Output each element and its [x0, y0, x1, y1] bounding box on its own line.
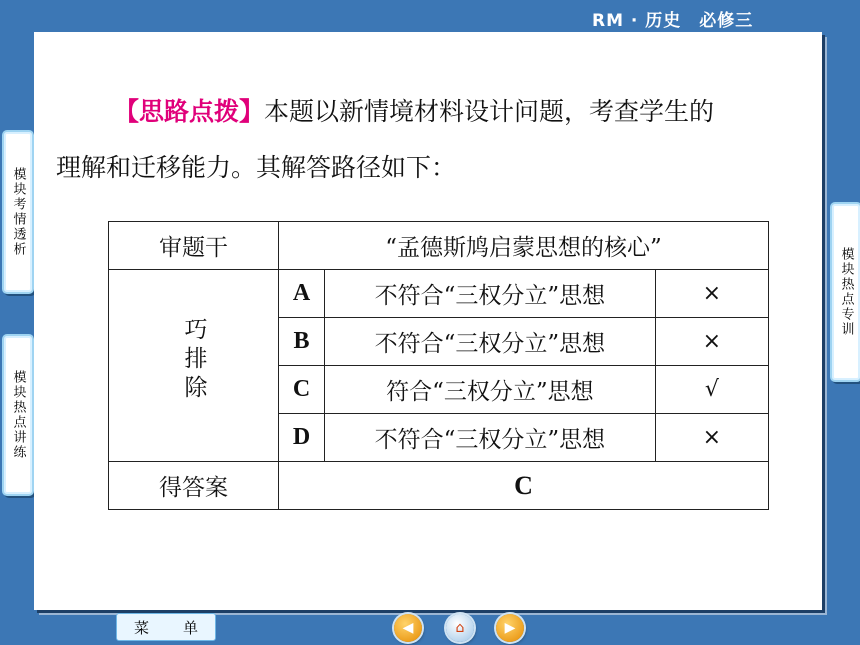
option-letter: B: [279, 318, 325, 366]
hint-label: 【思路点拨】: [114, 97, 265, 126]
option-text: 不符合“三权分立”思想: [325, 270, 656, 318]
table-row: [109, 222, 769, 270]
option-text: 符合“三权分立”思想: [325, 366, 656, 414]
intro-line-2: 理解和迁移能力。其解答路径如下：: [56, 153, 457, 182]
option-text: 不符合“三权分立”思想: [325, 318, 656, 366]
option-letter: C: [279, 366, 325, 414]
side-tab-label: 模块热点讲练: [10, 370, 26, 460]
menu-button[interactable]: [116, 613, 216, 641]
exclude-label: 巧排除: [180, 317, 207, 404]
side-tab-label: 模块热点专训: [838, 247, 854, 337]
answer-value: C: [279, 462, 769, 510]
next-icon[interactable]: ▶: [496, 614, 524, 642]
prev-icon[interactable]: ◀: [394, 614, 422, 642]
option-text: 不符合“三权分立”思想: [325, 414, 656, 462]
table-row: [109, 270, 769, 318]
home-icon[interactable]: ⌂: [446, 614, 474, 642]
intro-text: [56, 84, 806, 196]
option-mark: ×: [655, 270, 768, 318]
intro-line-1-text: 本题以新情境材料设计问题，考查学生的: [264, 97, 715, 126]
course-label: RM · 历史 必修三: [592, 11, 754, 31]
row-label-answer: 得答案: [109, 462, 279, 510]
row-label-read-question: 审题干: [109, 222, 279, 270]
question-focus: “孟德斯鸠启蒙思想的核心”: [279, 222, 769, 270]
option-mark: ×: [655, 318, 768, 366]
side-tab-module-hotspot-lecture[interactable]: [2, 334, 34, 496]
solution-path-table: [108, 221, 769, 510]
menu-label-char: 单: [182, 618, 198, 637]
table-row: [109, 462, 769, 510]
intro-line-1: [56, 84, 806, 140]
option-mark: √: [655, 366, 768, 414]
side-tab-label: 模块考情透析: [10, 167, 26, 257]
option-letter: D: [279, 414, 325, 462]
menu-label-char: 菜: [133, 618, 149, 637]
option-mark: ×: [655, 414, 768, 462]
option-letter: A: [279, 270, 325, 318]
row-label-exclude: [109, 270, 279, 462]
side-tab-module-hotspot-training[interactable]: [830, 202, 860, 382]
side-tab-module-exam-analysis[interactable]: [2, 130, 34, 294]
